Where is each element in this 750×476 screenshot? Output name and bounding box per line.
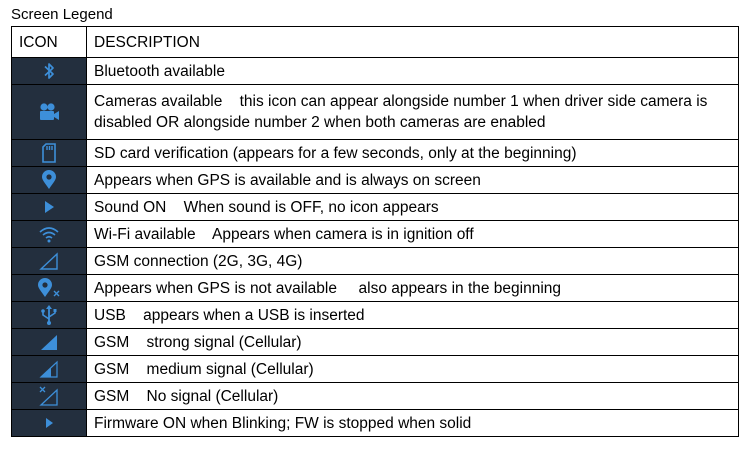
table-row bbox=[12, 383, 739, 410]
firmware-icon bbox=[12, 410, 87, 437]
description: Wi-Fi available Appears when camera is in ignition off bbox=[87, 221, 739, 248]
table-row bbox=[12, 329, 739, 356]
gsm-connection-icon bbox=[12, 248, 87, 275]
table-row bbox=[12, 302, 739, 329]
gsm-no-signal-icon bbox=[12, 383, 87, 410]
description: SD card verification (appears for a few seconds, only at the beginning) bbox=[87, 140, 739, 167]
sd-card-icon bbox=[12, 140, 87, 167]
table-row bbox=[12, 221, 739, 248]
table-row bbox=[12, 410, 739, 437]
table-row bbox=[12, 140, 739, 167]
table-row bbox=[12, 275, 739, 302]
description: Firmware ON when Blinking; FW is stopped when solid bbox=[87, 410, 739, 437]
camera-icon bbox=[12, 85, 87, 140]
description: Cameras available this icon can appear alongside number 1 when driver side camera is disabled OR alongside number 2 when both cameras are enabled bbox=[87, 85, 739, 140]
bluetooth-icon bbox=[12, 58, 87, 85]
description: Appears when GPS is not available also appears in the beginning bbox=[87, 275, 739, 302]
table-row bbox=[12, 85, 739, 140]
table-row bbox=[12, 167, 739, 194]
legend-title: Screen Legend bbox=[11, 6, 113, 23]
gsm-medium-signal-icon bbox=[12, 356, 87, 383]
gps-unavailable-icon bbox=[12, 275, 87, 302]
description: GSM medium signal (Cellular) bbox=[87, 356, 739, 383]
table-row bbox=[12, 58, 739, 85]
description: GSM strong signal (Cellular) bbox=[87, 329, 739, 356]
icon-column-header: ICON bbox=[12, 27, 87, 58]
sound-icon bbox=[12, 194, 87, 221]
description: GSM No signal (Cellular) bbox=[87, 383, 739, 410]
description: Appears when GPS is available and is always on screen bbox=[87, 167, 739, 194]
description: GSM connection (2G, 3G, 4G) bbox=[87, 248, 739, 275]
table-row bbox=[12, 194, 739, 221]
table-header bbox=[12, 27, 739, 58]
gps-pin-icon bbox=[12, 167, 87, 194]
table-row bbox=[12, 248, 739, 275]
legend-table bbox=[11, 26, 739, 437]
table-row bbox=[12, 356, 739, 383]
usb-icon bbox=[12, 302, 87, 329]
gsm-strong-signal-icon bbox=[12, 329, 87, 356]
description: Sound ON When sound is OFF, no icon appears bbox=[87, 194, 739, 221]
description: USB appears when a USB is inserted bbox=[87, 302, 739, 329]
wifi-icon bbox=[12, 221, 87, 248]
description-column-header: DESCRIPTION bbox=[87, 27, 739, 58]
description: Bluetooth available bbox=[87, 58, 739, 85]
